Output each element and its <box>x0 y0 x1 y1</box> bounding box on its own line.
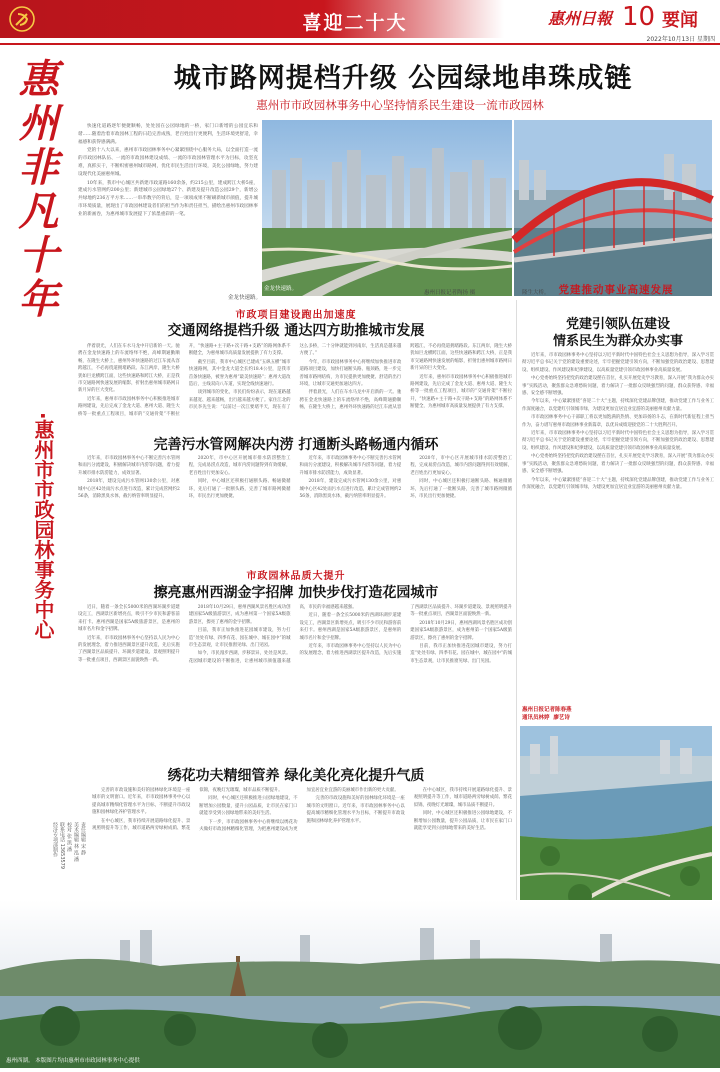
caption-photo2: 惠州日报记者陶扬 摄 <box>424 290 476 296</box>
intro-paragraph: 快速化道路逐年便捷顺畅，处处园在公园绿地的一桥，家门口新增的公园宜乐和谐……随着治着市政园林工程的日趋完善成熟，老百姓出行更便利，生活环境更舒适，幸福感和获得感满满。 <box>78 124 258 145</box>
main-headline: 城市路网提档升级 公园绿地串珠成链 <box>173 63 633 94</box>
section3-paragraph: 近日，随着一条全长5000米的西湖环湖步道建设完工，西湖景区新增亮点，吸引不少市民和游客前来打卡。惠州西湖是国家5A级旅游景区，是惠州的城市名片和金字招牌。 <box>78 605 180 633</box>
section3-paragraph: 目前，我市正加快推进花园城市建设，努力打造“处处有绿、四季有花、园在城中、城在园中”的城市生态景观，让市民推窗见绿、出门见园。 <box>410 644 512 664</box>
party-divider <box>516 300 517 940</box>
party-emblem-icon <box>8 5 36 33</box>
party-paragraph: 近年来，市市政园林事务中心坚持以习近平新时代中国特色社会主义思想为指导，深入学习贯彻习近平总书记关于党的建设重要论述，牢牢把握党建引领方向，不断加强党的政治建设、思想建设、组织建设、作风建设和纪律建设，以高质量党建引领市政园林事业高质量发展。 <box>522 353 714 373</box>
party-paragraph: 市市政园林事务中心干部职工将以更加饱满的热情、更加昂扬的斗志，在新时代新征程上担当作为，奋力谱写惠州市政园林事业新篇章，以优异成绩迎接党的二十大胜利召开。 <box>522 415 714 428</box>
vertical-title: ·惠州市市政园林事务中心 <box>31 412 55 640</box>
intro-text <box>78 123 258 261</box>
paper-name: 惠州日報 <box>548 9 613 28</box>
section3-paragraph: 如今，市民漫步西湖，步移景异，处处是风景。花园城市建设的不断推进，让惠州城市颜值越来越高，市民的幸福感越来越强。 <box>188 605 357 664</box>
section2-title: 完善污水管网解决内涝 打通断头路畅通内循环 <box>153 437 439 453</box>
section2-text <box>78 455 512 557</box>
sub-headline: 惠州市市政园林事务中心坚持情系民生建设一流市政园林 <box>256 98 544 112</box>
photo-west-lake-panorama <box>0 900 720 1068</box>
section4-paragraph: 在中心城区，我市持续开展道路绿化提升、景观照明提升等工作，城市道路两旁绿树成荫、繁花似锦，夜晚灯光璀璨，城市品质不断提升。 <box>92 788 283 832</box>
header-divider <box>0 43 720 45</box>
party-paragraph: 中心党委始终坚持把党的政治建设摆在首位，扎实开展党史学习教育，深入开展“我为群众办实事”实践活动，聚焦群众急难愁盼问题，着力解决了一批群众反映强烈的问题，群众获得感、幸福感、安全感不断增强。 <box>522 454 714 475</box>
section2-paragraph: 近年来，市市政园林事务中心不断完善污水管网和雨污分流建设，积极解决城市内涝等问题，着力提升城市排水防涝能力，成效显著。 <box>78 456 180 476</box>
caption-photo3: 隆生大桥。 <box>522 290 550 296</box>
section3-paragraph: 近年来，市市政园林事务中心坚持以人民为中心的发展理念，着力推进西湖景区提升改造，先后实施了西湖景区品质提升、环湖步道建设、景观照明提升等一批重点项目，西湖景区面貌焕然一新。 <box>299 605 512 657</box>
section3-label: 市政园林品质大提升 <box>246 571 346 582</box>
section2-paragraph: 2020年，市中心区开展城市排水防涝整治工程，完成易涝点改造，城市内涝问题得到有效缓解，老百姓出行更加安心。 <box>188 456 291 476</box>
section1-paragraph: 伴着晨光，人们在车水马龙中开启新的一天。驰骋在金龙快速路上的车流络绎不绝，高峰期通勤顺畅，在隆生大桥上，惠州外环快速路的过江车流从容跨越江，不必再绕道拥堵路段。东江两岸，隆生大桥犹如巨龙横跨江面，这些快速路和跨江大桥，正是我市交通路网快速发展的缩影，折射出惠州城市路网日新月异的巨大变化。 <box>78 344 180 394</box>
party-label: 党建推动事业高速发展 <box>558 284 674 296</box>
intro-paragraph: 党的十八大以来，惠州市市政园林事务中心紧紧围绕中心服务大局，以全面打造一流的市政园林队伍、一流的市政园林建设成绩、一流的市政园林管理水平为目标，攻坚克难，真抓实干，不断织密惠州城市路网，优化市民生活出行环境，美化公园绿地，努力建设现代化美丽惠州城。 <box>78 148 258 177</box>
section3-paragraph: 2018年10月29日，惠州西湖风景名胜区成功创建国家5A级旅游景区，成为惠州第一个国家5A级旅游景区，擦亮了惠州的金字招牌。 <box>188 605 291 625</box>
page-number: 10 <box>622 2 656 32</box>
section1-title: 交通网络提档升级 通达四方助推城市发展 <box>167 323 425 339</box>
party-paragraph: 近年来，市市政园林事务中心坚持以习近平新时代中国特色社会主义思想为指导，深入学习贯彻习近平总书记关于党的建设重要论述，牢牢把握党建引领方向，不断加强党的政治建设、思想建设、组织建设、作风建设和纪律建设，以高质量党建引领市政园林事业高质量发展。 <box>522 431 714 451</box>
section2-paragraph: 同时，中心城区还积极打通断头路、畅通微循环，先后打通了一批断头路，完善了城市路网微循环，市民出行更加便捷。 <box>410 479 512 500</box>
section2-paragraph: 2020年，市中心区开展城市排水防涝整治工程，完成易涝点改造，城市内涝问题得到有效缓解，老百姓出行更加安心。 <box>410 456 512 476</box>
intro-paragraph: 10年来，我市中心城区共新建市政道路160余条，约215公里，建成跨江大桥5座，建成污水管网约200公里；新建城市公园绿地27个、新建及提升改造公园29个，新增公共绿地约236万平方米……一串串数字的背后，是一项项成果不断刷新城市颜值，提升城市环境质量，展现出了市政园林建设者们的担当作为和责任担当，描绘出惠州市政园林事业的新画卷，为惠州城市发展提下了浓墨重彩的一笔。 <box>78 180 258 217</box>
section3-paragraph: 2018年10月29日，惠州西湖风景名胜区成功创建国家5A级旅游景区，成为惠州第一个国家5A级旅游景区，擦亮了惠州的金字招牌。 <box>410 620 512 641</box>
section1-text <box>78 343 512 433</box>
party-text <box>522 352 714 704</box>
section3-paragraph: 近日，随着一条全长5000米的西湖环湖步道建设完工，西湖景区新增亮点，吸引不少市民和游客前来打卡。惠州西湖是国家5A级旅游景区，是惠州的城市名片和金字招牌。 <box>299 613 402 641</box>
section1-paragraph: 近年来，惠州市市政园林事务中心积极推进城市路网建设，先后完成了金龙大道、惠州大道、隆生大桥等一批重点工程项目，城市的“交通骨架”不断拉开，“快速路+主干路+次干路+支路”的路网体系不断健全，为惠州城市高质量发展提供了有力支撑。 <box>410 374 512 410</box>
section1-paragraph: 近年来，惠州市市政园林事务中心积极推进城市路网建设，先后完成了金龙大道、惠州大道、隆生大桥等一批重点工程项目，城市的“交通骨架”不断拉开，“快速路+主干路+次干路+支路”的路网体系不断健全，为惠州城市高质量发展提供了有力支撑。 <box>78 344 291 417</box>
section4-text <box>92 787 512 897</box>
section1-paragraph: 今年，市市政园林事务中心将继续加快推进市政道路项目建设，加快打通断头路、瓶颈路，进一步完善城市路网结构，为市民提供更加便捷、舒适的出行环境，让城市交通更加通达四方。 <box>299 359 402 388</box>
caption-photo1-label: 金龙快速路。 <box>228 295 262 301</box>
section3-paragraph: 目前，我市正加快推进花园城市建设，努力打造“处处有绿、四季有花、园在城中、城在园中”的城市生态景观，让市民推窗见绿、出门见园。 <box>188 628 291 649</box>
section2-paragraph: 2018年，建设完成污水管网130余公里，对惠城中心区42处雨污水点进行改造，累计完成管网约256条，消除黑臭水体，截污纳管率明显提升。 <box>78 479 180 500</box>
page-section: 要闻 <box>662 10 698 31</box>
caption-photo1: 金龙快速路。 <box>264 286 298 292</box>
party-byline: 惠州日报记者陈春燕 通讯员林婷 廖艺诗 <box>522 707 572 721</box>
party-paragraph: 中心党委始终坚持把党的政治建设摆在首位，扎实开展党史学习教育，深入开展“我为群众办实事”实践活动，聚焦群众急难愁盼问题，着力解决了一批群众反映强烈的问题，群众获得感、幸福感、安全感不断增强。 <box>522 376 714 397</box>
caption-bottom-photo: 惠州西湖。 本版图片均由惠州市市政园林事务中心提供 <box>6 1058 140 1064</box>
section1-paragraph: 伴着晨光，人们在车水马龙中开启新的一天。驰骋在金龙快速路上的车流络绎不绝，高峰期通勤顺畅，在隆生大桥上，惠州外环快速路的过江车流从容跨越江，不必再绕道拥堵路段。东江两岸，隆生大桥犹如巨龙横跨江面，这些快速路和跨江大桥，正是我市交通路网快速发展的缩影，折射出惠州城市路网日新月异的巨大变化。 <box>299 344 512 411</box>
section1-label: 市政项目建设跑出加速度 <box>235 310 357 321</box>
section4-title: 绣花功夫精细管养 绿化美化亮化提升气质 <box>167 768 425 784</box>
section4-paragraph: 下一步，市市政园林事务中心将继续以绣花功夫做好市政园林精细化管理，为把惠州建设成为更加宜居宜业宜游的美丽城市作出新的更大贡献。 <box>199 788 399 833</box>
party-paragraph: 今年以来，中心紧紧围绕“喜迎二十大”主题，持续深化党建品牌创建，推动党建工作与业务工作深度融合，以党建红引领城市绿，为建设更加宜居宜业宜游的美丽惠州贡献力量。 <box>522 477 714 490</box>
calligraphy-title: 惠州非凡十年 <box>12 58 59 322</box>
section2-paragraph: 同时，中心城区还积极打通断头路、畅通微循环，先后打通了一批断头路，完善了城市路网微循环，市民出行更加便捷。 <box>188 479 291 500</box>
section3-paragraph: 近年来，市市政园林事务中心坚持以人民为中心的发展理念，着力推进西湖景区提升改造，先后实施了西湖景区品质提升、环湖步道建设、景观照明提升等一批重点项目，西湖景区面貌焕然一新。 <box>78 635 180 663</box>
section4-paragraph: 在中心城区，我市持续开展道路绿化提升、景观照明提升等工作，城市道路两旁绿树成荫、繁花似锦，夜晚灯光璀璨，城市品质不断提升。 <box>413 788 512 808</box>
header-banner: 喜迎二十大 <box>302 12 408 34</box>
photo-red-bridge <box>424 120 712 296</box>
party-paragraph: 今年以来，中心紧紧围绕“喜迎二十大”主题，持续深化党建品牌创建，推动党建工作与业务工作深度融合，以党建红引领城市绿，为建设更加宜居宜业宜游的美丽惠州贡献力量。 <box>522 399 714 412</box>
credits: 责任编辑 宋 静 美术编辑 林 泓 潘 校对 张 凯 潘 联系电话 13653579 经济专项部制作 <box>52 822 86 870</box>
photo-city-road <box>262 120 512 296</box>
section4-paragraph: 同时，中心城区还积极推进公园绿地建设，不断增加公园数量，提升公园品质，让市民在家门口就能享受到公园绿地带来的美好生活。 <box>199 796 298 817</box>
section3-text <box>78 604 512 764</box>
section4-paragraph: 完善的市政设施和美好的园林绿化环境是一座城市的文明窗口。近年来，市市政园林事务中心以提高城市精细化管理水平为目标，不断提升市政设施和园林绿化养护管理水平。 <box>306 796 405 824</box>
section2-paragraph: 近年来，市市政园林事务中心不断完善污水管网和雨污分流建设，积极解决城市内涝等问题，着力提升城市排水防涝能力，成效显著。 <box>299 456 402 476</box>
section4-paragraph: 同时，中心城区还积极推进公园绿地建设，不断增加公园数量，提升公园品质，让市民在家门口就能享受到公园绿地带来的美好生活。 <box>413 811 512 832</box>
party-title: 党建引领队伍建设 情系民生为群众办实事 <box>552 317 683 349</box>
section1-paragraph: 截至目前，我市中心城区已建成“五纵五横”城市快速路网，其中金龙大道全长约18.4公里，是我市首条快速路，被誉为惠州“最美快速路”；惠州大道改造后，主线双向八车道，实现全线快速通行。 <box>188 359 291 388</box>
section2-paragraph: 2018年，建设完成污水管网130余公里，对惠城中心区42处雨污水点进行改造，累计完成管网约256条，消除黑臭水体，截污纳管率明显提升。 <box>299 479 402 500</box>
date-line: 2022年10月13日 星期四 <box>646 36 715 43</box>
section3-title: 擦亮惠州西湖金字招牌 加快步伐打造花园城市 <box>153 585 439 601</box>
section4-paragraph: 完善的市政设施和美好的园林绿化环境是一座城市的文明窗口。近年来，市市政园林事务中心以提高城市精细化管理水平为目标，不断提升市政设施和园林绿化养护管理水平。 <box>92 788 191 816</box>
section1-paragraph: 谈到城市的变化，市民们纷纷表示，现在道路越来越宽、越来越畅，出行越来越方便了。家住江北的市民李先生说：“以前过一次江要堵半天，现在有了这么多桥，二十分钟就能到河南岸，生活真是越来越方便了。” <box>188 344 402 411</box>
